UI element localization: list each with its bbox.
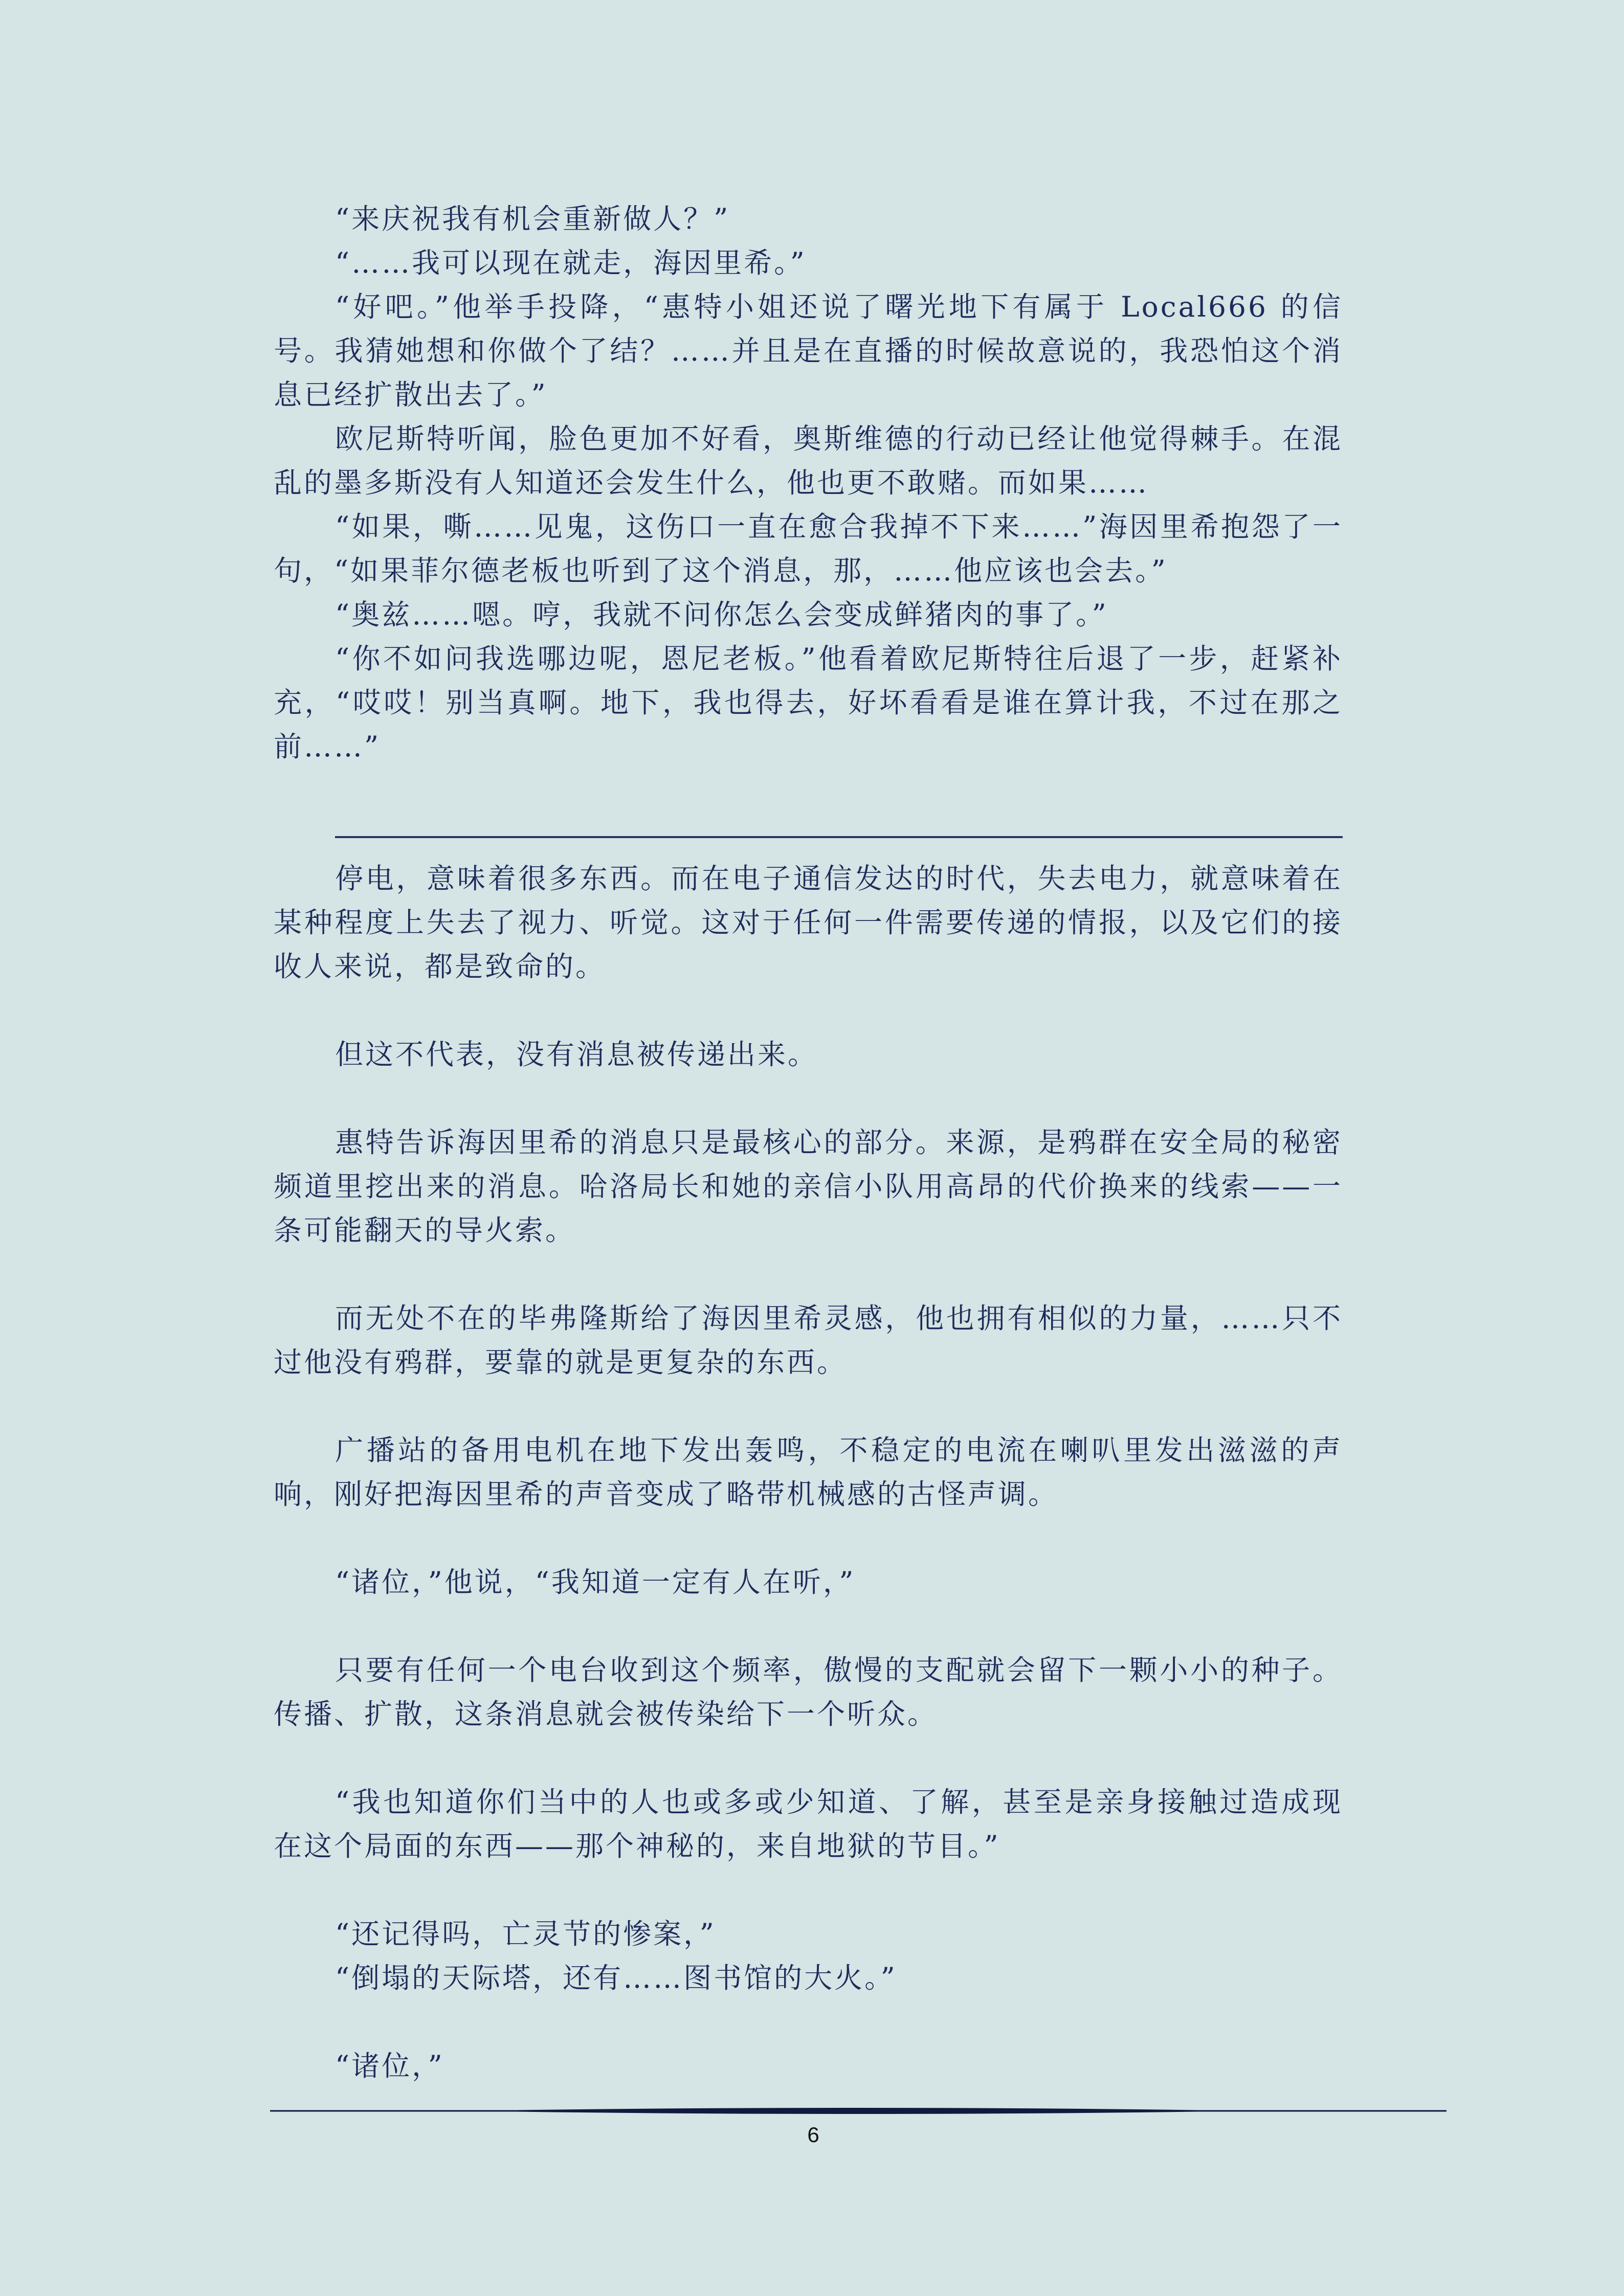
paragraph: “还记得吗，亡灵节的惨案，”	[335, 1918, 716, 1950]
paragraph: “倒塌的天际塔，还有……图书馆的大火。”	[335, 1962, 897, 1994]
paragraph: 惠特告诉海因里希的消息只是最核心的部分。来源，是鸦群在安全局的秘密频道里挖出来的消息。哈洛局长和她的亲信小队用高昂的代价换来的线索——一条可能翻天的导火索。	[274, 1126, 1343, 1247]
section-divider	[335, 813, 1343, 857]
paragraph: “奥兹……嗯。哼，我就不问你怎么会变成鲜猪肉的事了。”	[335, 598, 1108, 631]
paragraph: “好吧。”他举手投降，“惠特小姐还说了曙光地下有属于 Local666 的信号。我猜她想和你做个了结？……并且是在直播的时候故意说的，我恐怕这个消息已经扩散出去了。”	[274, 290, 1343, 411]
paragraph: 欧尼斯特听闻，脸色更加不好看，奥斯维德的行动已经让他觉得棘手。在混乱的墨多斯没有人知道还会发生什么，他也更不敢赌。而如果……	[274, 422, 1343, 499]
paragraph: “如果，嘶……见鬼，这伤口一直在愈合我掉不下来……”海因里希抱怨了一句，“如果菲尔德老板也听到了这个消息，那，……他应该也会去。”	[274, 510, 1343, 587]
footer-rule	[270, 2106, 1447, 2116]
paragraph: “诸位，”	[335, 2050, 444, 2082]
page-number: 6	[807, 2123, 819, 2147]
paragraph: 停电，意味着很多东西。而在电子通信发达的时代，失去电力，就意味着在某种程度上失去了视力、听觉。这对于任何一件需要传递的情报，以及它们的接收人来说，都是致命的。	[274, 862, 1343, 983]
paragraph: 广播站的备用电机在地下发出轰鸣，不稳定的电流在喇叭里发出滋滋的声响，刚好把海因里希的声音变成了略带机械感的古怪声调。	[274, 1434, 1343, 1511]
paragraph: “我也知道你们当中的人也或多或少知道、了解，甚至是亲身接触过造成现在这个局面的东西——那个神秘的，来自地狱的节目。”	[274, 1786, 1343, 1862]
paragraph: 只要有任何一个电台收到这个频率，傲慢的支配就会留下一颗小小的种子。传播、扩散，这条消息就会被传染给下一个听众。	[274, 1654, 1343, 1730]
body-text	[274, 197, 1343, 2088]
paragraph: “来庆祝我有机会重新做人？”	[335, 202, 730, 235]
paragraph: 而无处不在的毕弗隆斯给了海因里希灵感，他也拥有相似的力量，……只不过他没有鸦群，要靠的就是更复杂的东西。	[274, 1302, 1343, 1379]
paragraph: “你不如问我选哪边呢，恩尼老板。”他看着欧尼斯特往后退了一步，赶紧补充，“哎哎！别当真啊。地下，我也得去，好坏看看是谁在算计我，不过在那之前……”	[274, 642, 1343, 763]
paragraph: 但这不代表，没有消息被传递出来。	[335, 1038, 818, 1071]
paragraph: “诸位，”他说，“我知道一定有人在听，”	[335, 1566, 856, 1599]
paragraph: “……我可以现在就走，海因里希。”	[335, 246, 807, 279]
